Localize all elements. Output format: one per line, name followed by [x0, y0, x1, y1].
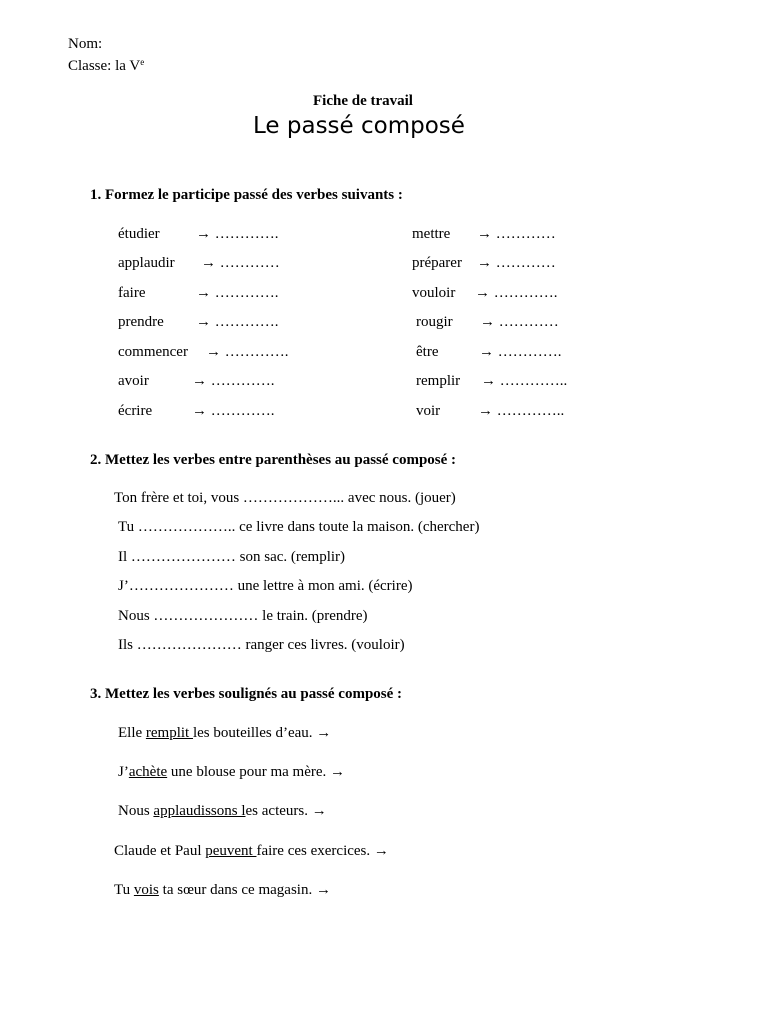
classe-text: Classe: la V	[68, 58, 141, 74]
classe-label	[68, 53, 144, 75]
verb-label: vouloir	[412, 285, 456, 301]
sentence	[114, 842, 389, 860]
answer-blank: → …………	[480, 314, 559, 330]
answer-blank: → ………….	[475, 285, 558, 301]
exercise-2-heading: 2. Mettez les verbes entre parenthèses au passé composé :	[90, 452, 457, 468]
verb-label: écrire	[118, 403, 153, 419]
answer-blank: → …………	[201, 255, 280, 271]
answer-blank: → …………	[477, 226, 556, 242]
verb-item	[118, 254, 280, 272]
verb-item	[118, 402, 275, 420]
sentence	[114, 881, 331, 899]
verb-item	[412, 254, 556, 272]
answer-blank: → ………….	[479, 344, 562, 360]
verb-label: applaudir	[118, 255, 175, 271]
answer-blank: → ………….	[192, 373, 275, 389]
sentence: Il ………………… son sac. (remplir)	[118, 549, 346, 565]
verb-label: commencer	[118, 344, 188, 360]
verb-item	[118, 225, 279, 243]
exercise-1-heading: 1. Formez le participe passé des verbes suivants :	[90, 187, 403, 203]
sentence-start: Elle	[118, 725, 146, 741]
underlined-verb: vois	[133, 882, 159, 898]
sentence: Ton frère et toi, vous ………………... avec nous. (jouer)	[114, 490, 456, 506]
sentence	[118, 763, 345, 781]
sentence-end: une blouse pour ma mère. →	[167, 764, 346, 780]
verb-item	[118, 372, 275, 390]
sentence: Nous ………………… le train. (prendre)	[118, 608, 368, 624]
sentence-end: ta sœur dans ce magasin. →	[158, 882, 331, 898]
verb-item	[412, 284, 558, 302]
answer-blank: → ………….	[192, 403, 275, 419]
nom-label: Nom:	[68, 36, 103, 52]
answer-blank: → …………..	[481, 373, 568, 389]
verb-label: rougir	[416, 314, 453, 330]
classe-superscript: e	[140, 57, 145, 67]
underlined-verb: applaudissons l	[153, 803, 246, 819]
verb-item	[416, 372, 568, 390]
sentence-start: Tu	[114, 882, 134, 898]
answer-blank: → ………….	[196, 314, 279, 330]
verb-item	[118, 343, 289, 361]
underlined-verb: remplit	[145, 725, 193, 741]
verb-label: remplir	[416, 373, 461, 389]
sentence-end: les bouteilles d’eau. →	[192, 725, 332, 741]
worksheet-subtitle: Fiche de travail	[313, 93, 413, 109]
answer-blank: → ………….	[196, 285, 279, 301]
sentence: Ils ………………… ranger ces livres. (vouloir)	[118, 637, 405, 653]
verb-label: être	[416, 344, 439, 360]
verb-item	[416, 343, 562, 361]
verb-label: préparer	[412, 255, 462, 271]
sentence-start: Claude et Paul	[114, 843, 206, 859]
sentence: J’………………… une lettre à mon ami. (écrire)	[118, 578, 413, 594]
sentence: Tu ……………….. ce livre dans toute la maison. (chercher)	[118, 519, 480, 535]
exercise-3-heading: 3. Mettez les verbes soulignés au passé composé :	[90, 686, 403, 702]
verb-label: prendre	[118, 314, 164, 330]
verb-item	[416, 402, 565, 420]
answer-blank: → ………….	[206, 344, 289, 360]
verb-item	[118, 313, 279, 331]
verb-label: faire	[118, 285, 146, 301]
sentence-start: J’	[118, 764, 129, 780]
verb-label: voir	[416, 403, 441, 419]
verb-label: avoir	[118, 373, 149, 389]
verb-label: étudier	[118, 226, 160, 242]
verb-item	[416, 313, 559, 331]
answer-blank: → …………..	[478, 403, 565, 419]
answer-blank: → …………	[477, 255, 556, 271]
underlined-verb: achète	[128, 764, 168, 780]
sentence-end: es acteurs. →	[245, 803, 327, 819]
verb-item	[118, 284, 279, 302]
sentence	[118, 802, 327, 820]
answer-blank: → ………….	[196, 226, 279, 242]
verb-item	[412, 225, 556, 243]
sentence	[118, 724, 331, 742]
page-title: Le passé composé	[253, 113, 465, 139]
underlined-verb: peuvent	[205, 843, 257, 859]
verb-label: mettre	[412, 226, 451, 242]
sentence-end: faire ces exercices. →	[256, 843, 389, 859]
sentence-start: Nous	[118, 803, 154, 819]
